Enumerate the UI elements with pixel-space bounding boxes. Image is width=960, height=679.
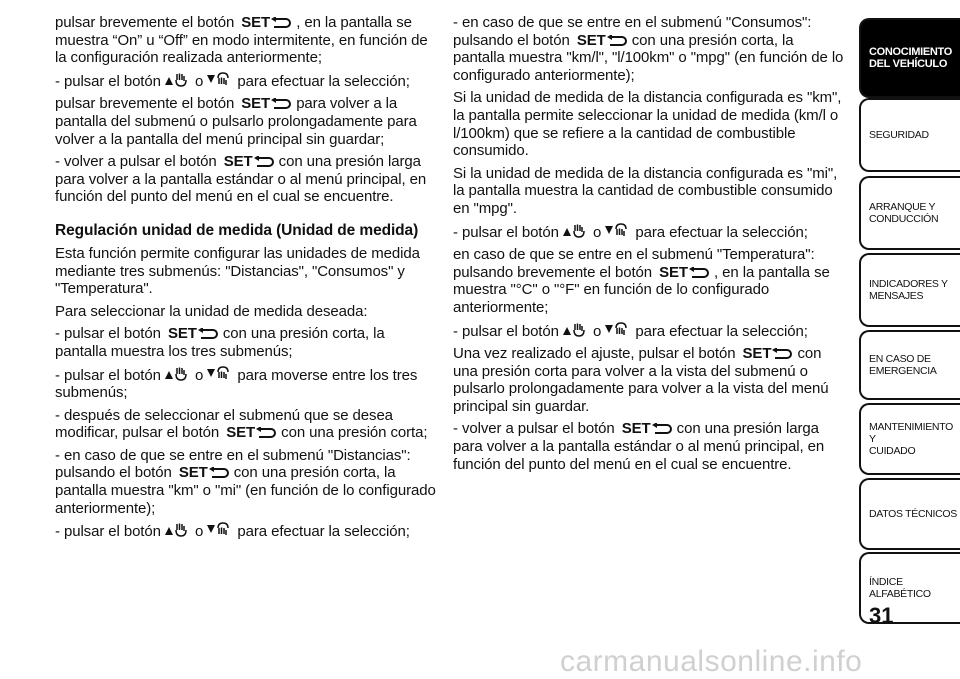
text-run: para volver a la pantalla del submenú o pulsarlo prolongadamente para volver a la pantalla del menú principal sin guardar; xyxy=(55,95,417,148)
paragraph xyxy=(453,322,845,341)
set-button-label: SET xyxy=(241,14,271,31)
text-run: - pulsar el botón xyxy=(55,366,165,384)
return-arrow-icon xyxy=(771,348,793,360)
sidebar-tab-label: INDICADORES Y MENSAJES xyxy=(869,278,948,302)
text-run: Esta función permite configurar las unidades de medida mediante tres submenús: "Distancias", "Consumos" y "Temperatura". xyxy=(55,244,420,298)
set-button-label: SET xyxy=(178,464,208,482)
text-run: Si la unidad de medida de la distancia configurada es "mi", la pantalla muestra la cantidad de combustible consumido en "mpg". xyxy=(453,164,838,217)
text-run: o xyxy=(588,322,606,340)
paragraph xyxy=(55,303,440,321)
paragraph xyxy=(55,245,440,298)
up-button-icon xyxy=(563,223,589,239)
text-run: con una presión larga para volver a la pantalla estándar o al menú principal, en función del punto del menú en el cual se encuentre. xyxy=(55,153,427,206)
text-run: con una presión corta, la pantalla muestra "km/l", "l/100km" o "mpg" (en función de lo configurado anteriormente); xyxy=(453,31,844,84)
sidebar-tab[interactable] xyxy=(859,98,960,172)
right-column xyxy=(453,14,845,478)
paragraph xyxy=(55,407,440,442)
set-button-label: SET xyxy=(241,95,271,113)
text-run: - pulsar el botón xyxy=(55,72,165,90)
paragraph xyxy=(55,447,440,517)
section-heading xyxy=(55,222,440,240)
paragraph xyxy=(55,522,440,541)
paragraph xyxy=(55,325,440,360)
sidebar-tab[interactable] xyxy=(859,18,960,98)
set-button-label: SET xyxy=(659,263,688,281)
down-button-icon xyxy=(605,322,631,338)
paragraph xyxy=(453,345,845,415)
paragraph xyxy=(55,14,440,67)
text-run: pulsar brevemente el botón xyxy=(55,95,239,113)
return-arrow-icon xyxy=(197,328,219,340)
paragraph xyxy=(55,366,440,402)
return-arrow-icon xyxy=(270,98,292,110)
return-arrow-icon xyxy=(270,17,292,29)
paragraph xyxy=(453,89,845,159)
text-run: - volver a pulsar el botón xyxy=(453,420,619,438)
text-run: - volver a pulsar el botón xyxy=(55,153,221,171)
text-run: - pulsar el botón xyxy=(453,223,563,241)
text-run: Regulación unidad de medida (Unidad de medida) xyxy=(55,221,419,239)
paragraph xyxy=(55,72,440,91)
down-button-icon xyxy=(207,72,233,88)
text-run: - en caso de que se entre en el submenú "Distancias": pulsando el botón xyxy=(55,446,411,482)
sidebar-tab[interactable] xyxy=(859,330,960,400)
left-column xyxy=(55,14,440,546)
sidebar-tab[interactable] xyxy=(859,253,960,327)
text-run: para efectuar la selección; xyxy=(233,523,410,541)
text-run: , en la pantalla se muestra “On” u “Off” en modo intermitente, en función de la configuración realizada anteriormente; xyxy=(55,14,428,67)
return-arrow-icon xyxy=(688,267,710,279)
paragraph xyxy=(55,95,440,148)
set-button-label: SET xyxy=(576,31,606,49)
text-run: - después de seleccionar el submenú que se desea modificar, pulsar el botón xyxy=(55,406,393,442)
paragraph xyxy=(453,420,845,473)
text-run: en caso de que se entre en el submenú "Temperatura": pulsando brevemente el botón xyxy=(453,246,815,281)
text-run: con una presión corta, la pantalla muestra "km" o "mi" (en función de lo configurado anteriormente); xyxy=(55,464,436,517)
text-run: o xyxy=(190,72,208,90)
set-button-label: SET xyxy=(167,325,197,343)
sidebar-tab[interactable] xyxy=(859,403,960,475)
up-button-icon xyxy=(563,322,589,338)
text-run: Una vez realizado el ajuste, pulsar el botón xyxy=(453,345,740,363)
set-button-label: SET xyxy=(621,420,651,438)
text-run: para efectuar la selección; xyxy=(631,322,808,340)
text-run: para efectuar la selección; xyxy=(233,72,410,90)
up-button-icon xyxy=(165,366,191,382)
text-run: o xyxy=(190,523,208,541)
sidebar-tab-label: SEGURIDAD xyxy=(869,129,929,141)
down-button-icon xyxy=(605,223,631,239)
return-arrow-icon xyxy=(253,156,275,168)
text-run: pulsar brevemente el botón xyxy=(55,14,239,31)
text-run: Si la unidad de medida de la distancia configurada es "km", la pantalla permite seleccionar la unidad de medida (km/l o l/100km) que se refiere a la cantidad de combustible consumido. xyxy=(453,89,842,160)
set-button-label: SET xyxy=(226,424,256,442)
down-button-icon xyxy=(207,366,233,382)
return-arrow-icon xyxy=(208,467,230,479)
set-button-label: SET xyxy=(223,153,253,171)
paragraph xyxy=(453,165,845,218)
text-run: con una presión corta, la pantalla muestra los tres submenús; xyxy=(55,325,385,360)
text-run: con una presión corta; xyxy=(277,424,428,442)
section-tabs xyxy=(859,0,960,678)
sidebar-tab[interactable] xyxy=(859,478,960,550)
text-run: , en la pantalla se muestra "°C" o "°F" en función de lo configurado anteriormente; xyxy=(453,263,830,316)
up-button-icon xyxy=(165,522,191,538)
paragraph xyxy=(453,223,845,242)
sidebar-tab-label: MANTENIMIENTO Y CUIDADO xyxy=(869,421,953,457)
text-run: o xyxy=(190,366,208,384)
down-button-icon xyxy=(207,522,233,538)
sidebar-tab-label: DATOS TÉCNICOS xyxy=(869,508,957,520)
return-arrow-icon xyxy=(651,423,673,435)
text-run: con una presión corta para volver a la vista del submenú o pulsarlo prolongadamente para volver a la vista del menú principal sin guardar. xyxy=(453,345,829,415)
paragraph xyxy=(453,14,845,84)
text-run: - pulsar el botón xyxy=(453,322,563,340)
return-arrow-icon xyxy=(255,427,277,439)
sidebar-tab-label: EN CASO DE EMERGENCIA xyxy=(869,353,937,377)
watermark: carmanualsonline.info xyxy=(560,645,863,678)
sidebar-tab-label: CONOCIMIENTO DEL VEHÍCULO xyxy=(869,46,952,70)
text-run: - pulsar el botón xyxy=(55,325,165,343)
set-button-label: SET xyxy=(742,345,772,363)
text-run: Para seleccionar la unidad de medida deseada: xyxy=(55,302,368,320)
up-button-icon xyxy=(165,72,191,88)
text-run: con una presión larga para volver a la pantalla estándar o al menú principal, en función del punto del menú en el cual se encuentre. xyxy=(453,420,825,473)
text-run: para efectuar la selección; xyxy=(631,223,808,241)
page-number: 31 xyxy=(869,603,894,628)
text-run: para moverse entre los tres submenús; xyxy=(55,366,418,402)
text-run: o xyxy=(588,223,606,241)
sidebar-tab-label: ARRANQUE Y CONDUCCIÓN xyxy=(869,201,939,225)
return-arrow-icon xyxy=(606,35,628,47)
paragraph xyxy=(453,246,845,316)
text-run: - pulsar el botón xyxy=(55,523,165,541)
text-run: - en caso de que se entre en el submenú "Consumos": pulsando el botón xyxy=(453,14,812,49)
sidebar-tab-label: ÍNDICE ALFABÉTICO xyxy=(869,576,931,600)
sidebar-tab[interactable] xyxy=(859,176,960,250)
paragraph xyxy=(55,153,440,206)
